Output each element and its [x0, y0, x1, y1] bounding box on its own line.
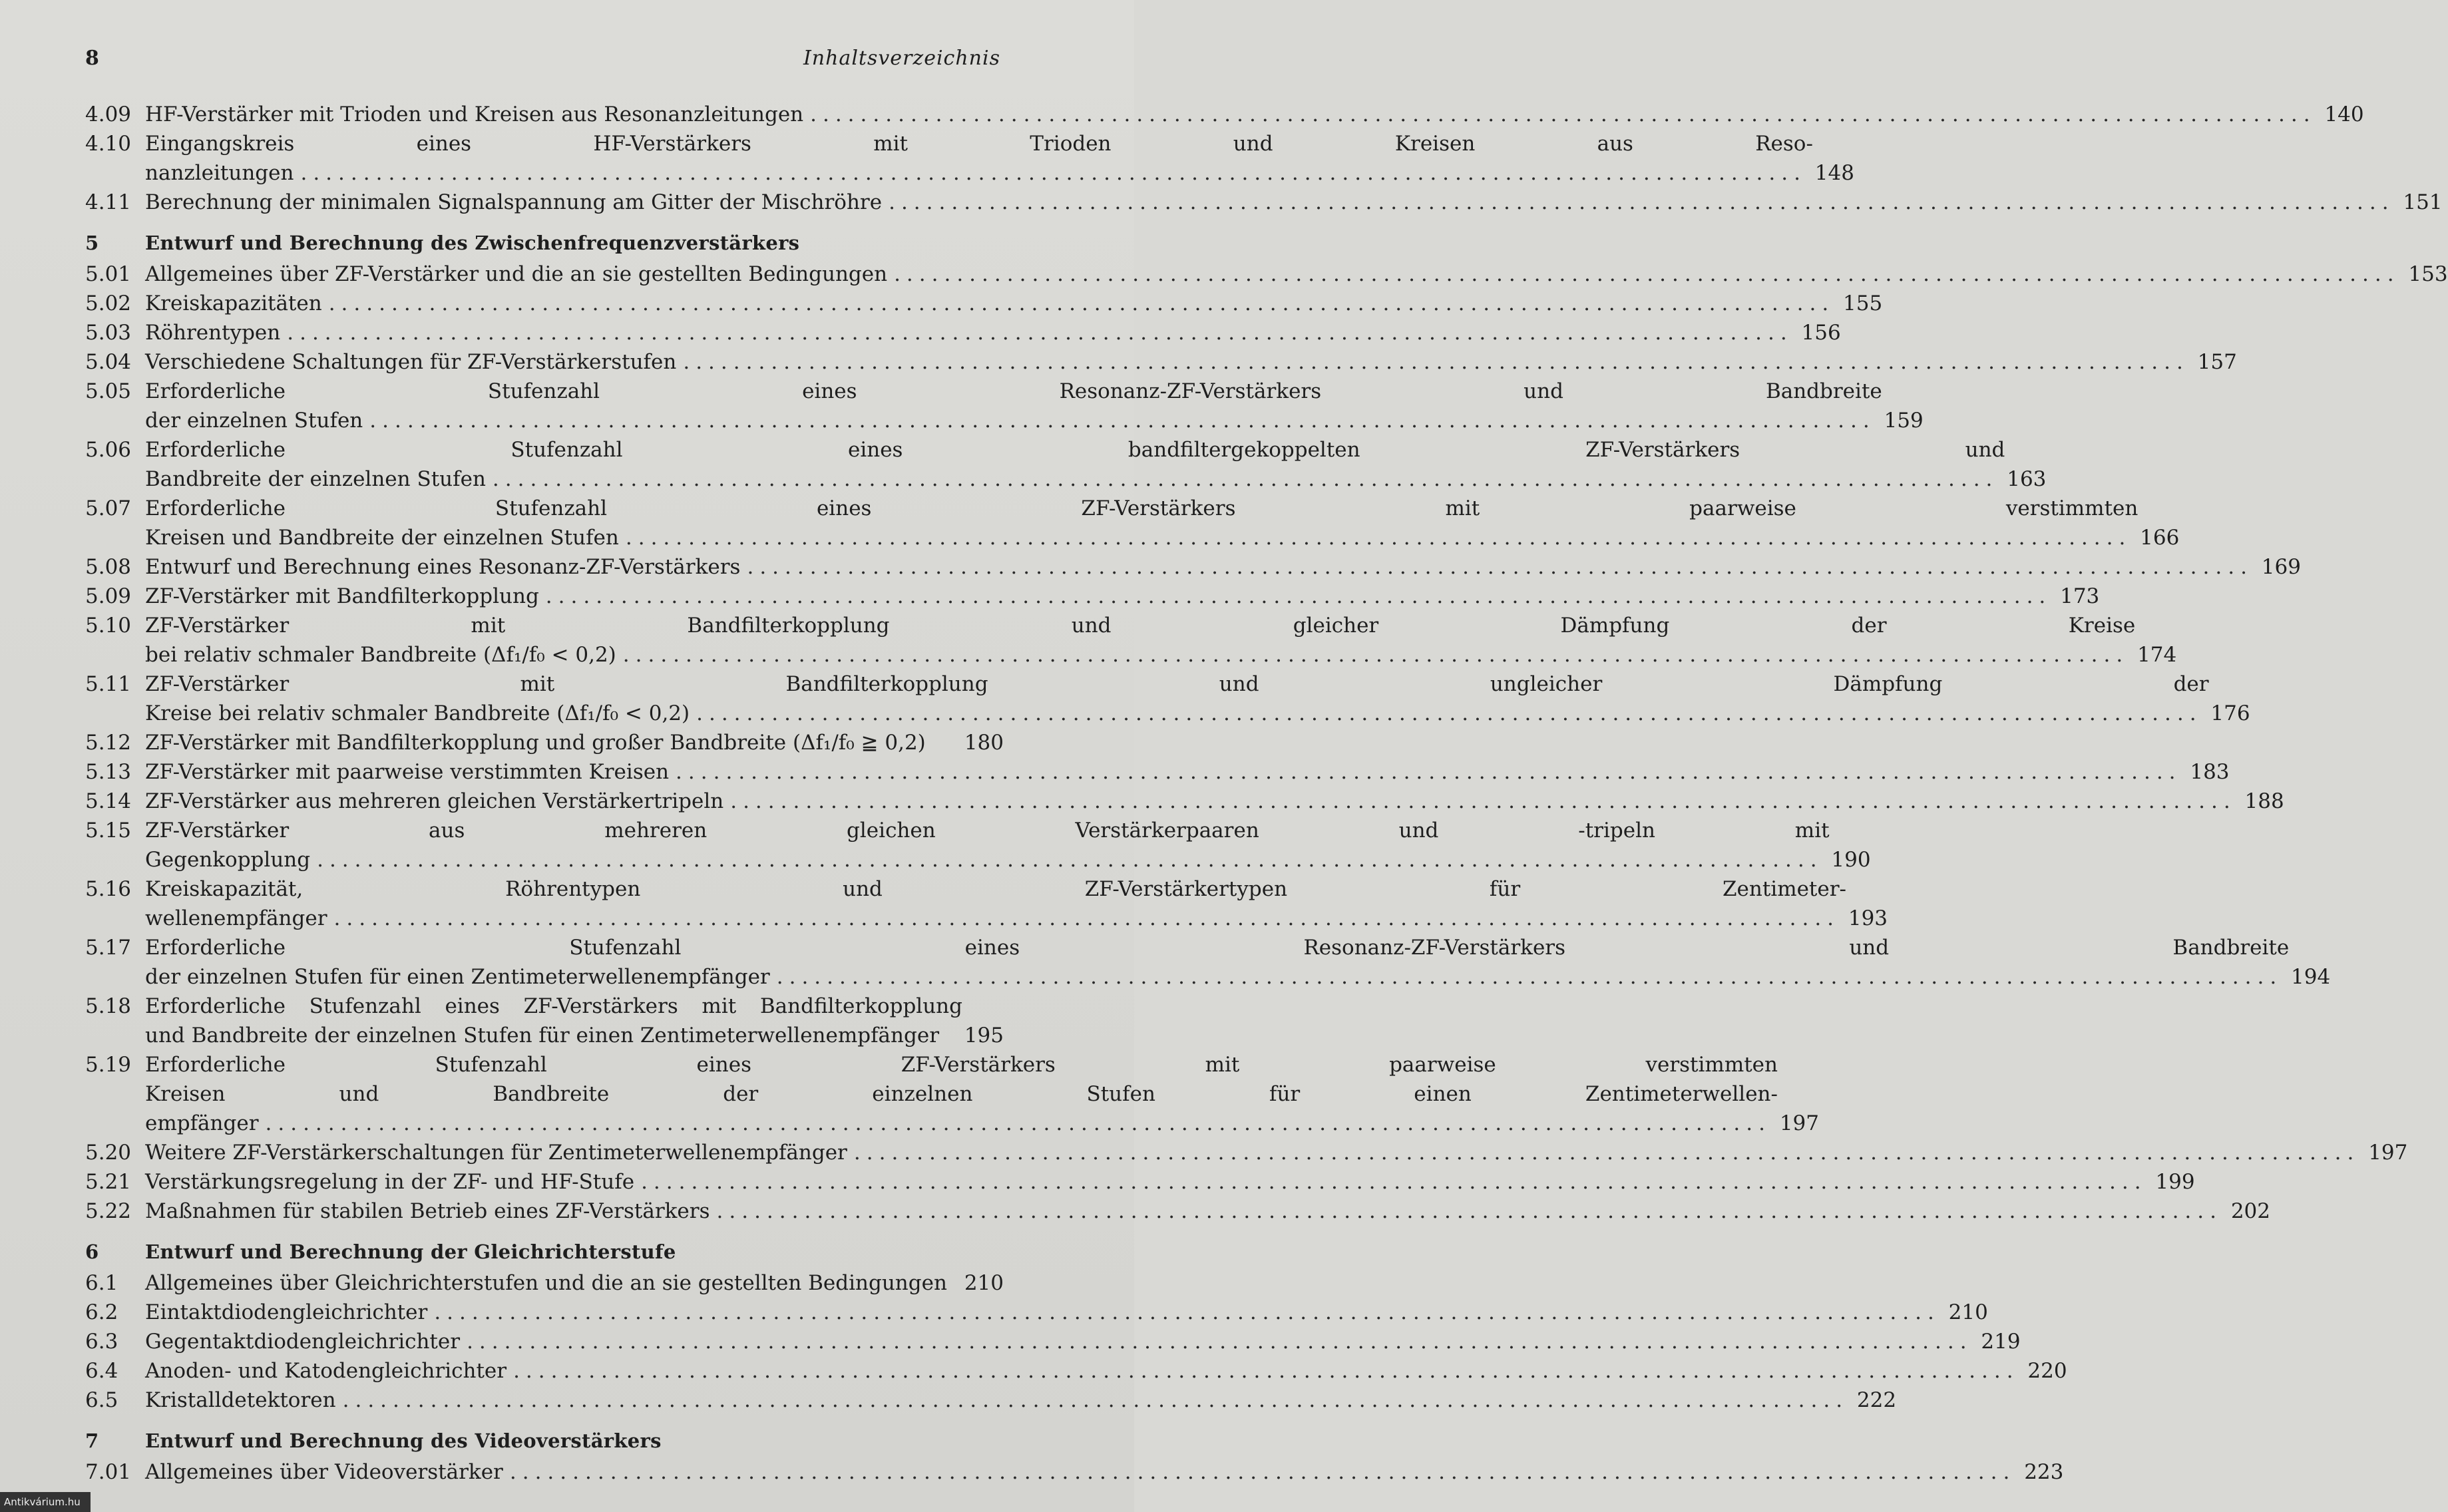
- toc-entry: [85, 757, 2230, 787]
- section-title: [145, 1138, 2366, 1167]
- section-title: [145, 933, 2289, 992]
- section-title: [145, 611, 2135, 669]
- toc-entry: [85, 816, 1871, 874]
- section-number: 5.21: [85, 1170, 132, 1194]
- toc-entry: [85, 552, 2301, 582]
- page-ref: 195: [964, 1024, 1004, 1047]
- section-number: 5.16: [85, 877, 132, 901]
- chapter-heading: [85, 1238, 1004, 1266]
- page-ref: 193: [1848, 906, 1888, 930]
- section-title-text: Kreisen und Bandbreite der einzelnen Stufen: [145, 526, 619, 550]
- section-number: 4.09: [85, 102, 132, 126]
- toc-entry: [85, 933, 2331, 992]
- page-ref: 223: [2024, 1460, 2064, 1484]
- chapter-title: Entwurf und Berechnung des Zwischenfrequenzverstärkers: [145, 232, 800, 254]
- page-ref: 202: [2230, 1199, 2270, 1223]
- toc-entry: [85, 787, 2284, 816]
- section-title-line: ZF-Verstärker mit Bandfilterkopplung und gleicher Dämpfung der Kreise: [145, 614, 2136, 638]
- section-title-line: Erforderliche Stufenzahl eines ZF-Verstärkers mit paarweise verstimmten: [145, 496, 2139, 520]
- section-title-line: Eingangskreis eines HF-Verstärkers mit Trioden und Kreisen aus Reso-: [145, 132, 1813, 156]
- leader-dots: ........................................................................................................................: [696, 701, 2202, 725]
- toc-entry: [85, 1268, 1004, 1298]
- section-title-text: Bandbreite der einzelnen Stufen: [145, 467, 486, 491]
- toc-entry: [85, 260, 2448, 289]
- page-ref: 194: [2291, 965, 2331, 989]
- page-ref: 166: [2140, 526, 2180, 550]
- page-ref: 159: [1884, 409, 1924, 433]
- toc-entry: [85, 289, 1883, 318]
- section-title: [145, 787, 2243, 816]
- toc-entry: [85, 1298, 1988, 1327]
- section-title-text: nanzleitungen: [145, 161, 294, 185]
- page-ref: 183: [2190, 760, 2230, 784]
- section-title: [145, 1167, 2154, 1197]
- leader-dots: ........................................................................................................................: [467, 1330, 1973, 1354]
- page-ref: 157: [2197, 350, 2237, 374]
- section-title-text: Anoden- und Katodengleichrichter: [145, 1359, 507, 1383]
- section-title-line: Erforderliche Stufenzahl eines ZF-Verstärkers mit Bandfilterkopplung: [145, 994, 962, 1018]
- page-ref: 180: [964, 731, 1004, 755]
- section-title: [145, 1457, 2022, 1487]
- section-number: 5.07: [85, 496, 132, 520]
- section-title: [145, 289, 1841, 318]
- section-title-text: HF-Verstärker mit Trioden und Kreisen aus Resonanzleitungen: [145, 102, 804, 126]
- running-title: Inhaltsverzeichnis: [803, 47, 1000, 70]
- section-title-line: Kreisen und Bandbreite der einzelnen Stufen für einen Zentimeterwellen-: [145, 1082, 1778, 1106]
- page-ref: 197: [2368, 1141, 2408, 1165]
- toc-entry: [85, 129, 1854, 188]
- page-ref: 190: [1831, 848, 1871, 872]
- leader-dots: ........................................................................................................................: [641, 1170, 2147, 1194]
- leader-dots: ........................................................................................................................: [513, 1359, 2019, 1383]
- toc-entry: [85, 874, 1888, 933]
- section-title: [145, 1298, 1947, 1327]
- toc-entry: [85, 1356, 2067, 1386]
- chapter-number: 5: [85, 232, 99, 254]
- section-number: 5.19: [85, 1053, 132, 1077]
- section-title: [145, 816, 1830, 874]
- section-title: [145, 260, 2407, 289]
- page-ref: 148: [1814, 161, 1854, 185]
- section-title-text: der einzelnen Stufen für einen Zentimeterwellenempfänger: [145, 965, 770, 989]
- section-title-text: Maßnahmen für stabilen Betrieb eines ZF-Verstärkers: [145, 1199, 710, 1223]
- section-title: [145, 188, 2401, 217]
- watermark-label: Antikvárium.hu: [0, 1492, 91, 1512]
- section-number: 5.11: [85, 672, 132, 696]
- chapter-heading: [85, 1427, 1004, 1455]
- toc-entry: [85, 347, 2237, 377]
- section-number: 5.12: [85, 731, 132, 755]
- toc-entry: [85, 1197, 2270, 1226]
- section-title-text: ZF-Verstärker aus mehreren gleichen Verstärkertripeln: [145, 789, 724, 813]
- section-number: 5.17: [85, 936, 132, 960]
- leader-dots: ........................................................................................................................: [853, 1141, 2360, 1165]
- section-title: [145, 318, 1800, 347]
- toc-entry: [85, 188, 2443, 217]
- table-of-contents: [85, 100, 2448, 1487]
- toc-entry: [85, 100, 2364, 129]
- section-title-line: Erforderliche Stufenzahl eines Resonanz-ZF-Verstärkers und Bandbreite: [145, 379, 1882, 403]
- toc-entry: [85, 377, 1924, 435]
- section-title-line: ZF-Verstärker aus mehreren gleichen Verstärkerpaaren und -tripeln mit: [145, 819, 1830, 843]
- section-title-text: Entwurf und Berechnung eines Resonanz-ZF-Verstärkers: [145, 555, 741, 579]
- section-title-text: Allgemeines über ZF-Verstärker und die an sie gestellten Bedingungen: [145, 262, 888, 286]
- page-number: 8: [85, 47, 99, 70]
- leader-dots: ........................................................................................................................: [317, 848, 1823, 872]
- section-number: 5.02: [85, 291, 132, 315]
- toc-entry: [85, 318, 1841, 347]
- leader-dots: ........................................................................................................................: [287, 321, 1793, 345]
- section-title-text: ZF-Verstärker mit paarweise verstimmten Kreisen: [145, 760, 670, 784]
- section-title: [145, 582, 2058, 611]
- section-title-text: Kreiskapazitäten: [145, 291, 322, 315]
- section-title: [145, 435, 2005, 494]
- page-ref: 140: [2324, 102, 2364, 126]
- leader-dots: ........................................................................................................................: [889, 190, 2395, 214]
- section-title-line: Erforderliche Stufenzahl eines ZF-Verstärkers mit paarweise verstimmten: [145, 1053, 1778, 1077]
- section-title-text: Röhrentypen: [145, 321, 281, 345]
- page-ref: 173: [2060, 584, 2100, 608]
- section-title: [145, 129, 1813, 188]
- section-title-text: Weitere ZF-Verstärkerschaltungen für Zentimeterwellenempfänger: [145, 1141, 847, 1165]
- leader-dots: ........................................................................................................................: [509, 1460, 2016, 1484]
- section-title: [145, 1356, 2026, 1386]
- page-ref: 210: [1948, 1300, 1988, 1324]
- section-title-text: empfänger: [145, 1111, 259, 1135]
- section-title: [145, 377, 1882, 435]
- section-number: 5.22: [85, 1199, 132, 1223]
- page-ref: 169: [2261, 555, 2301, 579]
- section-title-text: Verstärkungsregelung in der ZF- und HF-Stufe: [145, 1170, 635, 1194]
- toc-entry: [85, 992, 1004, 1050]
- section-title-text: und Bandbreite der einzelnen Stufen für einen Zentimeterwellenempfänger: [145, 1024, 940, 1047]
- section-number: 4.11: [85, 190, 132, 214]
- section-number: 6.4: [85, 1359, 118, 1383]
- section-title-text: ZF-Verstärker mit Bandfilterkopplung: [145, 584, 539, 608]
- section-number: 6.3: [85, 1330, 118, 1354]
- page-ref: 197: [1779, 1111, 1819, 1135]
- section-number: 5.08: [85, 555, 132, 579]
- page-ref: 151: [2403, 190, 2443, 214]
- section-title: [145, 757, 2188, 787]
- section-title: [145, 100, 2323, 129]
- section-title: [145, 494, 2138, 552]
- section-title: [145, 1386, 1855, 1415]
- section-title: [145, 1268, 962, 1298]
- toc-entry: [85, 1327, 2021, 1356]
- page-ref: 188: [2244, 789, 2284, 813]
- section-number: 6.2: [85, 1300, 118, 1324]
- chapter-number: 7: [85, 1429, 99, 1452]
- section-number: 5.10: [85, 614, 132, 638]
- section-title-text: wellenempfänger: [145, 906, 327, 930]
- page-ref: 176: [2210, 701, 2250, 725]
- section-title-text: Kristalldetektoren: [145, 1388, 336, 1412]
- section-number: 5.05: [85, 379, 132, 403]
- page-header: [85, 47, 1000, 73]
- section-number: 5.01: [85, 262, 132, 286]
- chapter-title: Entwurf und Berechnung des Videoverstärkers: [145, 1429, 662, 1452]
- leader-dots: ........................................................................................................................: [492, 467, 1999, 491]
- section-title-text: Verschiedene Schaltungen für ZF-Verstärkerstufen: [145, 350, 677, 374]
- section-title: [145, 347, 2196, 377]
- leader-dots: ........................................................................................................................: [776, 965, 2283, 989]
- section-number: 5.15: [85, 819, 132, 843]
- leader-dots: ........................................................................................................................: [545, 584, 2052, 608]
- section-title-text: Gegenkopplung: [145, 848, 311, 872]
- chapter-heading: [85, 229, 1004, 257]
- section-title-text: Gegentaktdiodengleichrichter: [145, 1330, 461, 1354]
- section-title-text: Berechnung der minimalen Signalspannung am Gitter der Mischröhre: [145, 190, 883, 214]
- toc-entry: [85, 1457, 2064, 1487]
- toc-entry: [85, 1050, 1819, 1138]
- section-title: [145, 1050, 1778, 1138]
- leader-dots: ........................................................................................................................: [328, 291, 1835, 315]
- section-title: [145, 1197, 2229, 1226]
- section-title-text: ZF-Verstärker mit Bandfilterkopplung und großer Bandbreite (Δf₁/f₀ ≧ 0,2): [145, 731, 926, 755]
- toc-entry: [85, 611, 2177, 669]
- leader-dots: ........................................................................................................................: [894, 262, 2400, 286]
- section-title-line: Erforderliche Stufenzahl eines Resonanz-ZF-Verstärkers und Bandbreite: [145, 936, 2290, 960]
- leader-dots: ........................................................................................................................: [683, 350, 2189, 374]
- leader-dots: ........................................................................................................................: [265, 1111, 1771, 1135]
- page-ref: 210: [964, 1271, 1004, 1295]
- section-title: [145, 992, 962, 1050]
- leader-dots: ........................................................................................................................: [625, 526, 2132, 550]
- toc-entry: [85, 1138, 2408, 1167]
- page-ref: 153: [2408, 262, 2448, 286]
- section-number: 5.14: [85, 789, 132, 813]
- section-number: 5.04: [85, 350, 132, 374]
- section-title: [145, 874, 1846, 933]
- toc-entry: [85, 728, 1004, 757]
- page-ref: 163: [2007, 467, 2047, 491]
- leader-dots: ........................................................................................................................: [810, 102, 2316, 126]
- toc-entry: [85, 494, 2180, 552]
- leader-dots: ........................................................................................................................: [342, 1388, 1849, 1412]
- section-number: 5.18: [85, 994, 132, 1018]
- toc-entry: [85, 582, 2100, 611]
- section-title-line: Erforderliche Stufenzahl eines bandfiltergekoppelten ZF-Verstärkers und: [145, 438, 2005, 462]
- section-title-text: Kreise bei relativ schmaler Bandbreite (Δf₁/f₀ < 0,2): [145, 701, 690, 725]
- section-title-text: Eintaktdiodengleichrichter: [145, 1300, 428, 1324]
- page-ref: 174: [2137, 643, 2177, 667]
- section-number: 5.13: [85, 760, 132, 784]
- section-title-text: Allgemeines über Videoverstärker: [145, 1460, 503, 1484]
- section-number: 4.10: [85, 132, 132, 156]
- page-ref: 222: [1856, 1388, 1897, 1412]
- section-number: 6.5: [85, 1388, 118, 1412]
- leader-dots: ........................................................................................................................: [434, 1300, 1940, 1324]
- leader-dots: ........................................................................................................................: [730, 789, 2236, 813]
- leader-dots: ........................................................................................................................: [622, 643, 2129, 667]
- section-title-text: bei relativ schmaler Bandbreite (Δf₁/f₀ < 0,2): [145, 643, 616, 667]
- toc-entry: [85, 435, 2047, 494]
- chapter-title: Entwurf und Berechnung der Gleichrichterstufe: [145, 1240, 676, 1263]
- leader-dots: ........................................................................................................................: [716, 1199, 2222, 1223]
- leader-dots: ........................................................................................................................: [369, 409, 1876, 433]
- page-ref: 155: [1843, 291, 1883, 315]
- section-title-line: ZF-Verstärker mit Bandfilterkopplung und ungleicher Dämpfung der: [145, 672, 2209, 696]
- section-title: [145, 552, 2260, 582]
- section-number: 5.20: [85, 1141, 132, 1165]
- toc-entry: [85, 669, 2250, 728]
- page-ref: 156: [1801, 321, 1841, 345]
- section-title-line: Kreiskapazität, Röhrentypen und ZF-Verstärkertypen für Zentimeter-: [145, 877, 1847, 901]
- leader-dots: ........................................................................................................................: [300, 161, 1806, 185]
- leader-dots: ........................................................................................................................: [676, 760, 2182, 784]
- page-ref: 220: [2027, 1359, 2067, 1383]
- section-title-text: der einzelnen Stufen: [145, 409, 363, 433]
- page-ref: 219: [1981, 1330, 2021, 1354]
- leader-dots: ........................................................................................................................: [747, 555, 2253, 579]
- section-title-text: Allgemeines über Gleichrichterstufen und die an sie gestellten Bedingungen: [145, 1271, 947, 1295]
- chapter-number: 6: [85, 1240, 99, 1263]
- toc-entry: [85, 1386, 1897, 1415]
- leader-dots: ........................................................................................................................: [333, 906, 1840, 930]
- section-title: [145, 1327, 1979, 1356]
- section-title: [145, 728, 962, 757]
- section-number: 5.09: [85, 584, 132, 608]
- page-ref: 199: [2155, 1170, 2195, 1194]
- section-number: 5.06: [85, 438, 132, 462]
- section-number: 6.1: [85, 1271, 118, 1295]
- section-number: 5.03: [85, 321, 132, 345]
- section-title: [145, 669, 2209, 728]
- toc-entry: [85, 1167, 2195, 1197]
- section-number: 7.01: [85, 1460, 132, 1484]
